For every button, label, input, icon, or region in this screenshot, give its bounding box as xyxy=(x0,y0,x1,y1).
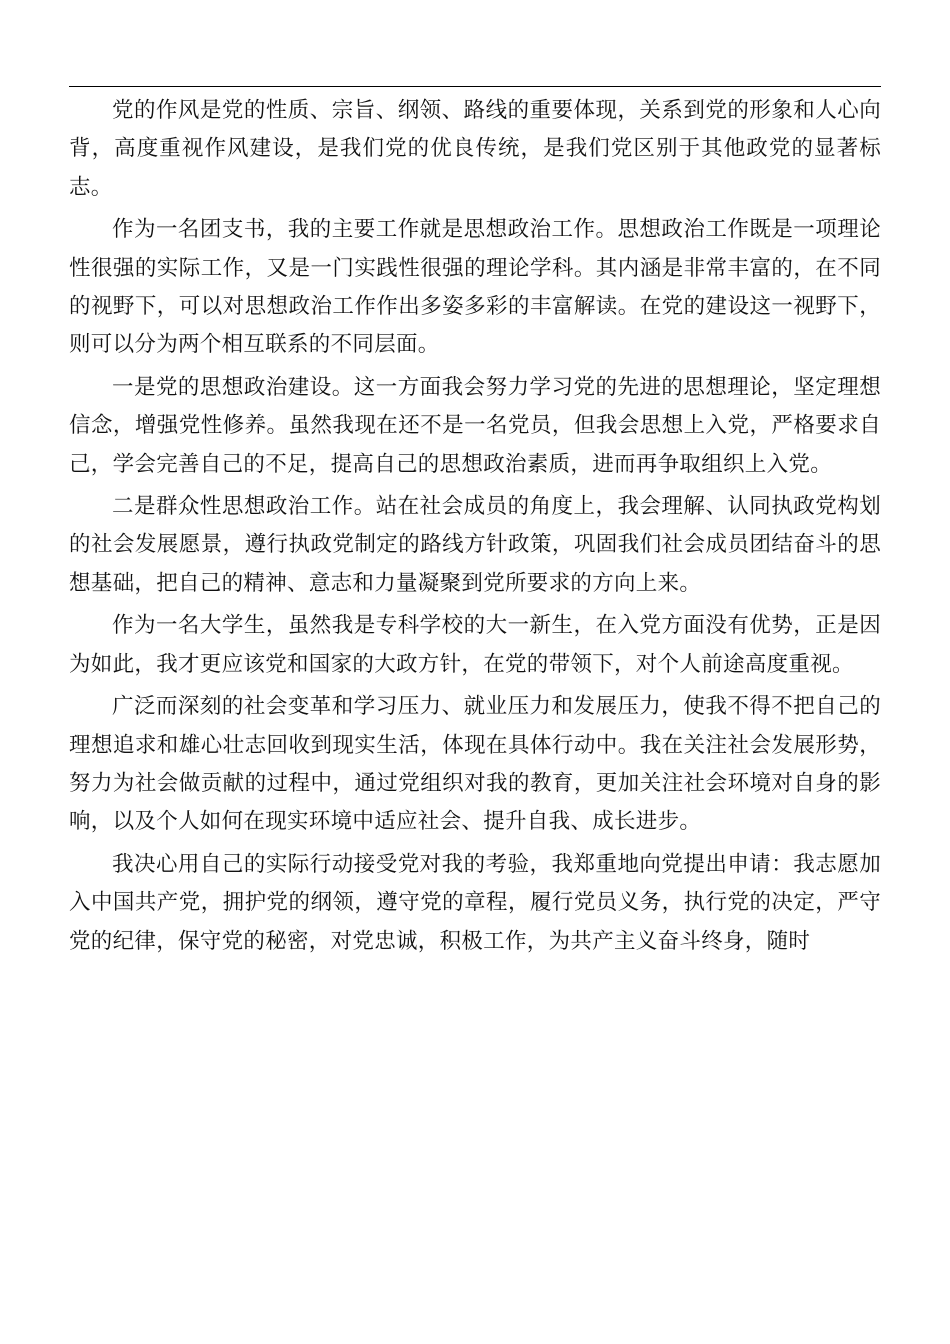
paragraph-3: 一是党的思想政治建设。这一方面我会努力学习党的先进的思想理论，坚定理想信念，增强党性修养。虽然我现在还不是一名党员，但我会思想上入党，严格要求自己，学会完善自己的不足，提高自己的思想政治素质，进而再争取组织上入党。 xyxy=(69,374,881,477)
paragraph-6: 广泛而深刻的社会变革和学习压力、就业压力和发展压力，使我不得不把自己的理想追求和雄心壮志回收到现实生活，体现在具体行动中。我在关注社会发展形势，努力为社会做贡献的过程中，通过党组织对我的教育，更加关注社会环境对自身的影响，以及个人如何在现实环境中适应社会、提升自我、成长进步。 xyxy=(69,694,881,835)
paragraph-2: 作为一名团支书，我的主要工作就是思想政治工作。思想政治工作既是一项理论性很强的实际工作，又是一门实践性很强的理论学科。其内涵是非常丰富的，在不同的视野下，可以对思想政治工作作出多姿多彩的丰富解读。在党的建设这一视野下，则可以分为两个相互联系的不同层面。 xyxy=(69,217,881,358)
header-rule xyxy=(69,86,881,87)
paragraph-4: 二是群众性思想政治工作。站在社会成员的角度上，我会理解、认同执政党构划的社会发展愿景，遵行执政党制定的路线方针政策，巩固我们社会成员团结奋斗的思想基础，把自己的精神、意志和力量凝聚到党所要求的方向上来。 xyxy=(69,494,881,596)
paragraph-5: 作为一名大学生，虽然我是专科学校的大一新生，在入党方面没有优势，正是因为如此，我才更应该党和国家的大政方针，在党的带领下，对个人前途高度重视。 xyxy=(69,613,881,677)
document-body xyxy=(69,92,881,965)
paragraph-7: 我决心用自己的实际行动接受党对我的考验，我郑重地向党提出申请：我志愿加入中国共产党，拥护党的纲领，遵守党的章程，履行党员义务，执行党的决定，严守党的纪律，保守党的秘密，对党忠诚，积极工作，为共产主义奋斗终身，随时 xyxy=(69,851,881,954)
paragraph-1: 党的作风是党的性质、宗旨、纲领、路线的重要体现，关系到党的形象和人心向背，高度重视作风建设，是我们党的优良传统，是我们党区别于其他政党的显著标志。 xyxy=(69,98,881,200)
